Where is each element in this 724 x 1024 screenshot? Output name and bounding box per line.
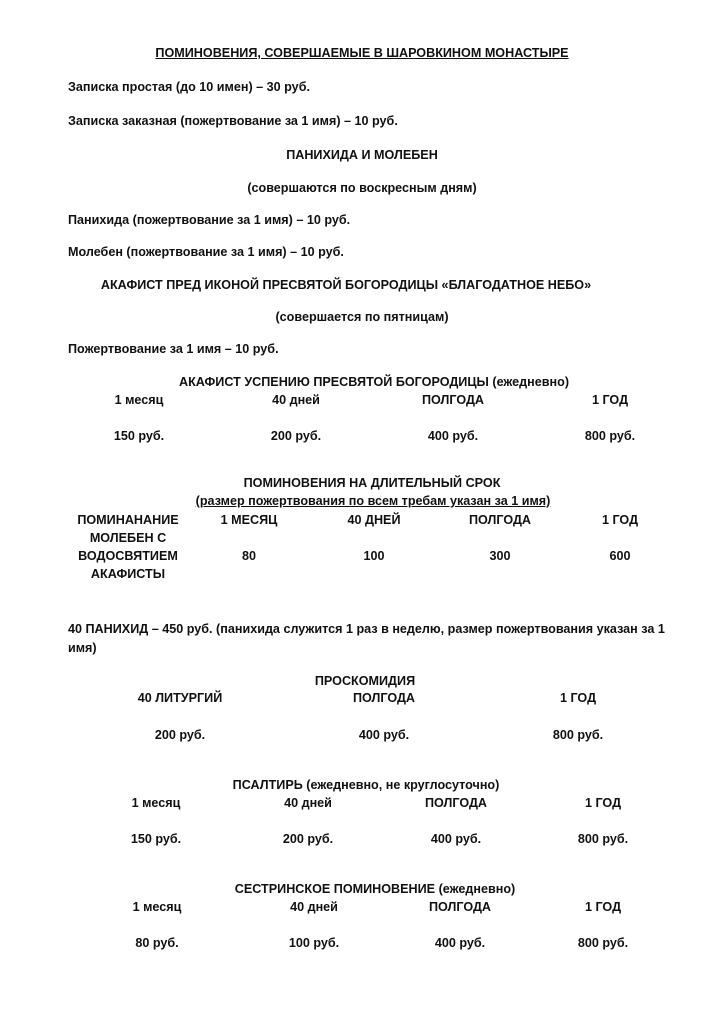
- long-term-row-label: ПОМИНАНАНИЕ: [77, 513, 179, 527]
- sisters-price: 800 руб.: [577, 936, 629, 950]
- psalter-period: ПОЛГОДА: [424, 796, 488, 810]
- psalter-period: 1 месяц: [131, 796, 181, 810]
- psalter-price: 200 руб.: [282, 832, 334, 846]
- long-term-period: 1 ГОД: [601, 513, 639, 527]
- sisters-period: 1 ГОД: [584, 900, 622, 914]
- document-title: ПОМИНОВЕНИЯ, СОВЕРШАЕМЫЕ В ШАРОВКИНОМ МОНАСТЫРЕ: [155, 46, 569, 60]
- panikhida-moleben-subheading: (совершаются по воскресным дням): [247, 181, 477, 195]
- long-term-price: 100: [363, 549, 385, 563]
- sisters-price: 100 руб.: [288, 936, 340, 950]
- psalter-period: 1 ГОД: [584, 796, 622, 810]
- psalter-heading: ПСАЛТИРЬ (ежедневно, не круглосуточно): [232, 778, 500, 792]
- akathist-dormition-price: 150 руб.: [113, 429, 165, 443]
- akathist-dormition-period: 1 ГОД: [591, 393, 629, 407]
- psalter-price: 400 руб.: [430, 832, 482, 846]
- akathist-dormition-period: ПОЛГОДА: [421, 393, 485, 407]
- panikhidas-40-line: 40 ПАНИХИД – 450 руб. (панихида служится 1 раз в неделю, размер пожертвования указан за 1: [68, 622, 665, 636]
- akathist-dormition-heading: АКАФИСТ УСПЕНИЮ ПРЕСВЯТОЙ БОГОРОДИЦЫ (ежедневно): [178, 375, 570, 389]
- panikhida-line: Панихида (пожертвование за 1 имя) – 10 руб.: [68, 213, 351, 227]
- long-term-price: 300: [489, 549, 511, 563]
- note-simple: Записка простая (до 10 имен) – 30 руб.: [68, 80, 310, 94]
- long-term-price: 80: [241, 549, 257, 563]
- akathist-dormition-price: 800 руб.: [584, 429, 636, 443]
- panikhida-moleben-heading: ПАНИХИДА И МОЛЕБЕН: [286, 148, 438, 162]
- proskomidia-period: 1 ГОД: [559, 691, 597, 705]
- psalter-price: 150 руб.: [130, 832, 182, 846]
- proskomidia-period: ПОЛГОДА: [352, 691, 416, 705]
- proskomidia-price: 400 руб.: [358, 728, 410, 742]
- long-term-row-label: АКАФИСТЫ: [90, 567, 166, 581]
- akathist-dormition-period: 40 дней: [272, 393, 320, 407]
- proskomidia-price: 800 руб.: [552, 728, 604, 742]
- sisters-price: 400 руб.: [434, 936, 486, 950]
- sisters-period: 40 дней: [290, 900, 338, 914]
- proskomidia-period: 40 ЛИТУРГИЙ: [137, 691, 223, 705]
- long-term-period: 40 ДНЕЙ: [347, 513, 401, 527]
- proskomidia-price: 200 руб.: [154, 728, 206, 742]
- long-term-period: 1 МЕСЯЦ: [220, 513, 278, 527]
- note-custom: Записка заказная (пожертвование за 1 имя) – 10 руб.: [68, 114, 398, 128]
- psalter-price: 800 руб.: [577, 832, 629, 846]
- sisters-heading: СЕСТРИНСКОЕ ПОМИНОВЕНИЕ (ежедневно): [234, 882, 516, 896]
- psalter-period: 40 дней: [284, 796, 332, 810]
- moleben-line: Молебен (пожертвование за 1 имя) – 10 руб.: [68, 245, 344, 259]
- long-term-heading: ПОМИНОВЕНИЯ НА ДЛИТЕЛЬНЫЙ СРОК: [243, 476, 501, 490]
- sisters-price: 80 руб.: [135, 936, 179, 950]
- long-term-row-label: ВОДОСВЯТИЕМ: [78, 549, 178, 563]
- sisters-period: 1 месяц: [132, 900, 182, 914]
- akathist-icon-donation: Пожертвование за 1 имя – 10 руб.: [68, 342, 279, 356]
- sisters-period: ПОЛГОДА: [428, 900, 492, 914]
- long-term-subheading: (размер пожертвования по всем требам указан за 1 имя): [195, 494, 551, 508]
- akathist-dormition-period: 1 месяц: [114, 393, 164, 407]
- akathist-icon-heading: АКАФИСТ ПРЕД ИКОНОЙ ПРЕСВЯТОЙ БОГОРОДИЦЫ «БЛАГОДАТНОЕ НЕБО»: [100, 278, 592, 292]
- akathist-dormition-price: 400 руб.: [427, 429, 479, 443]
- long-term-period: ПОЛГОДА: [468, 513, 532, 527]
- long-term-price: 600: [609, 549, 631, 563]
- panikhidas-40-line: имя): [68, 641, 97, 655]
- akathist-dormition-price: 200 руб.: [270, 429, 322, 443]
- proskomidia-heading: ПРОСКОМИДИЯ: [314, 674, 416, 688]
- long-term-row-label: МОЛЕБЕН С: [89, 531, 167, 545]
- akathist-icon-subheading: (совершается по пятницам): [275, 310, 449, 324]
